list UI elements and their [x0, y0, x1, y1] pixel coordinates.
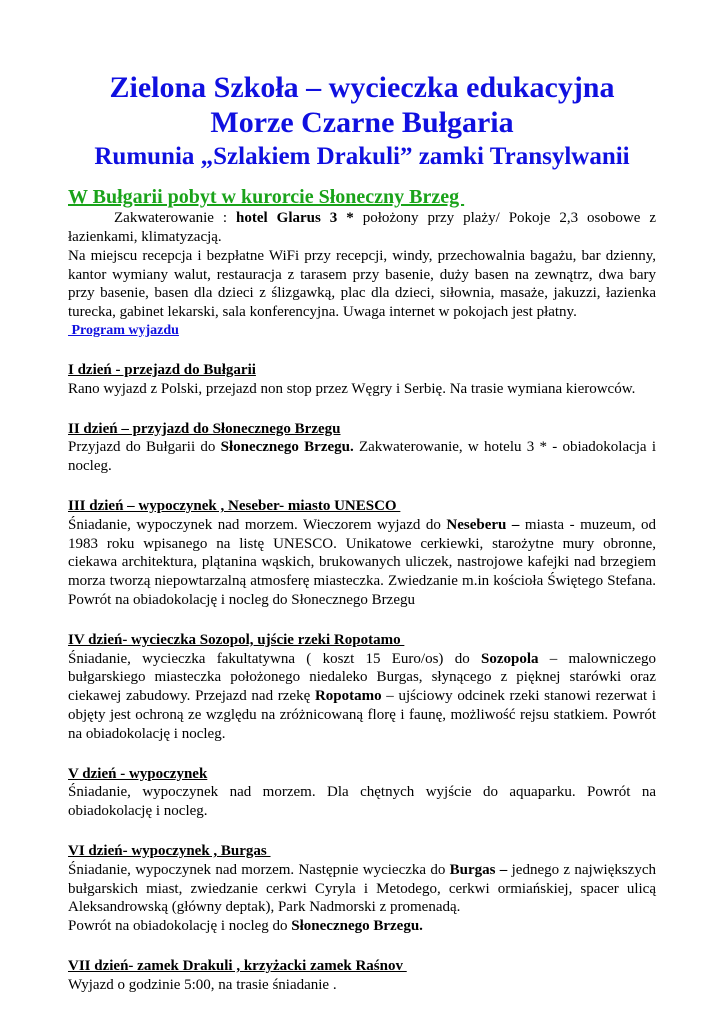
day-6-text: Śniadanie, wypoczynek nad morzem. Następnie wycieczka do Burgas – jednego z największych bułgarskich miast, zwiedzanie cerkwi Cyryla i Metodego, cerkwi ormiańskiej, spacer ulicą Aleksandrowską (główny deptak), Park Nadmorski z promenadą. [68, 861, 657, 916]
day-4-text: Śniadanie, wycieczka fakultatywna ( koszt 15 Euro/os) do Sozopola – malowniczego bułgarskiego miasteczka położonego niedaleko Burgas, słynącego z pięknej starówki oraz ciekawej zabudowy. Przejazd nad rzekę Ropotamo – ujściowy odcinek rzeki stanowi rezerwat i objęty jest ochroną ze względu na zróżnicowaną florę i faunę, możliwość rejsu statkiem. Powrót na obiadokolację i nocleg. [68, 650, 657, 742]
amenities-paragraph: Na miejscu recepcja i bezpłatne WiFi przy recepcji, windy, przechowalnia bagażu, bar dzienny, kantor wymiany walut, restauracja z tarasem przy basenie, duży basen na zewnątrz, dwa bary przy basenie, basen dla dzieci z ślizgawką, plac dla dzieci, siłownia, masaże, jakuzzi, łazienka turecka, gabinet lekarski, sala konferencyjna. Uwaga internet w pokojach jest płatny. [68, 247, 656, 321]
day-2-text: Przyjazd do Bułgarii do Słonecznego Brzegu. Zakwaterowanie, w hotelu 3 * - obiadokolacja i nocleg. [68, 439, 656, 475]
hotel-section-heading: W Bułgarii pobyt w kurorcie Słoneczny Brzeg [68, 186, 465, 209]
title-line-3: Rumunia „Szlakiem Drakuli” zamki Transylwanii [94, 142, 630, 170]
hotel-name: hotel Glarus 3 * [236, 210, 354, 227]
day-4-heading: IV dzień- wycieczka Sozopol, ujście rzeki Ropotamo [68, 631, 405, 648]
program-link[interactable]: Program wyjazdu [68, 323, 179, 339]
accommodation-paragraph [68, 209, 656, 247]
day-3-heading: III dzień – wypoczynek , Neseber- miasto UNESCO [68, 498, 401, 515]
day-4-section [68, 631, 656, 744]
title-line-1: Zielona Szkoła – wycieczka edukacyjna [109, 71, 615, 104]
day-6-return-text: Powrót na obiadokolację i nocleg do Słonecznego Brzegu. [68, 918, 423, 935]
day-2-section [68, 420, 656, 476]
day-6-section [68, 842, 656, 936]
day-1-heading: I dzień - przejazd do Bułgarii [68, 362, 256, 379]
accommodation-prefix: Zakwaterowanie : [114, 210, 237, 227]
day-7-section [68, 957, 656, 995]
day-3-text: Śniadanie, wypoczynek nad morzem. Wieczorem wyjazd do Neseberu – miasta - muzeum, od 1983 roku wpisanego na listę UNESCO. Unikatowe cerkiewki, starożytne mury obronne, ciekawa architektura, plątanina wąskich, brukowanych uliczek, nastrojowe kafejki nad brzegiem morza tworzą niepowtarzalną atmosferę miasteczka. Zwiedzanie m.in kościoła Świętego Stefana. Powrót na obiadokolację i nocleg do Słonecznego Brzegu [68, 516, 656, 609]
day-7-text: Wyjazd o godzinie 5:00, na trasie śniadanie . [68, 976, 337, 993]
day-6-heading: VI dzień- wypoczynek , Burgas [68, 843, 271, 859]
day-2-heading: II dzień – przyjazd do Słonecznego Brzegu [68, 420, 341, 437]
day-1-text: Rano wyjazd z Polski, przejazd non stop przez Węgry i Serbię. Na trasie wymiana kierowców. [68, 380, 636, 397]
day-5-heading: V dzień - wypoczynek [68, 765, 208, 782]
day-7-heading: VII dzień- zamek Drakuli , krzyżacki zamek Raśnov [68, 957, 407, 974]
accommodation-suffix: położony przy plaży/ Pokoje 2,3 osobowe z łazienkami, klimatyzacją. [68, 210, 656, 246]
day-1-section [68, 361, 656, 399]
day-5-text: Śniadanie, wypoczynek nad morzem. Dla chętnych wyjście do aquaparku. Powrót na obiadokolację i nocleg. [68, 784, 656, 820]
title-line-2: Morze Czarne Bułgaria [210, 106, 514, 140]
day-5-section [68, 765, 656, 821]
document-page [68, 0, 656, 995]
day-3-section [68, 497, 656, 610]
